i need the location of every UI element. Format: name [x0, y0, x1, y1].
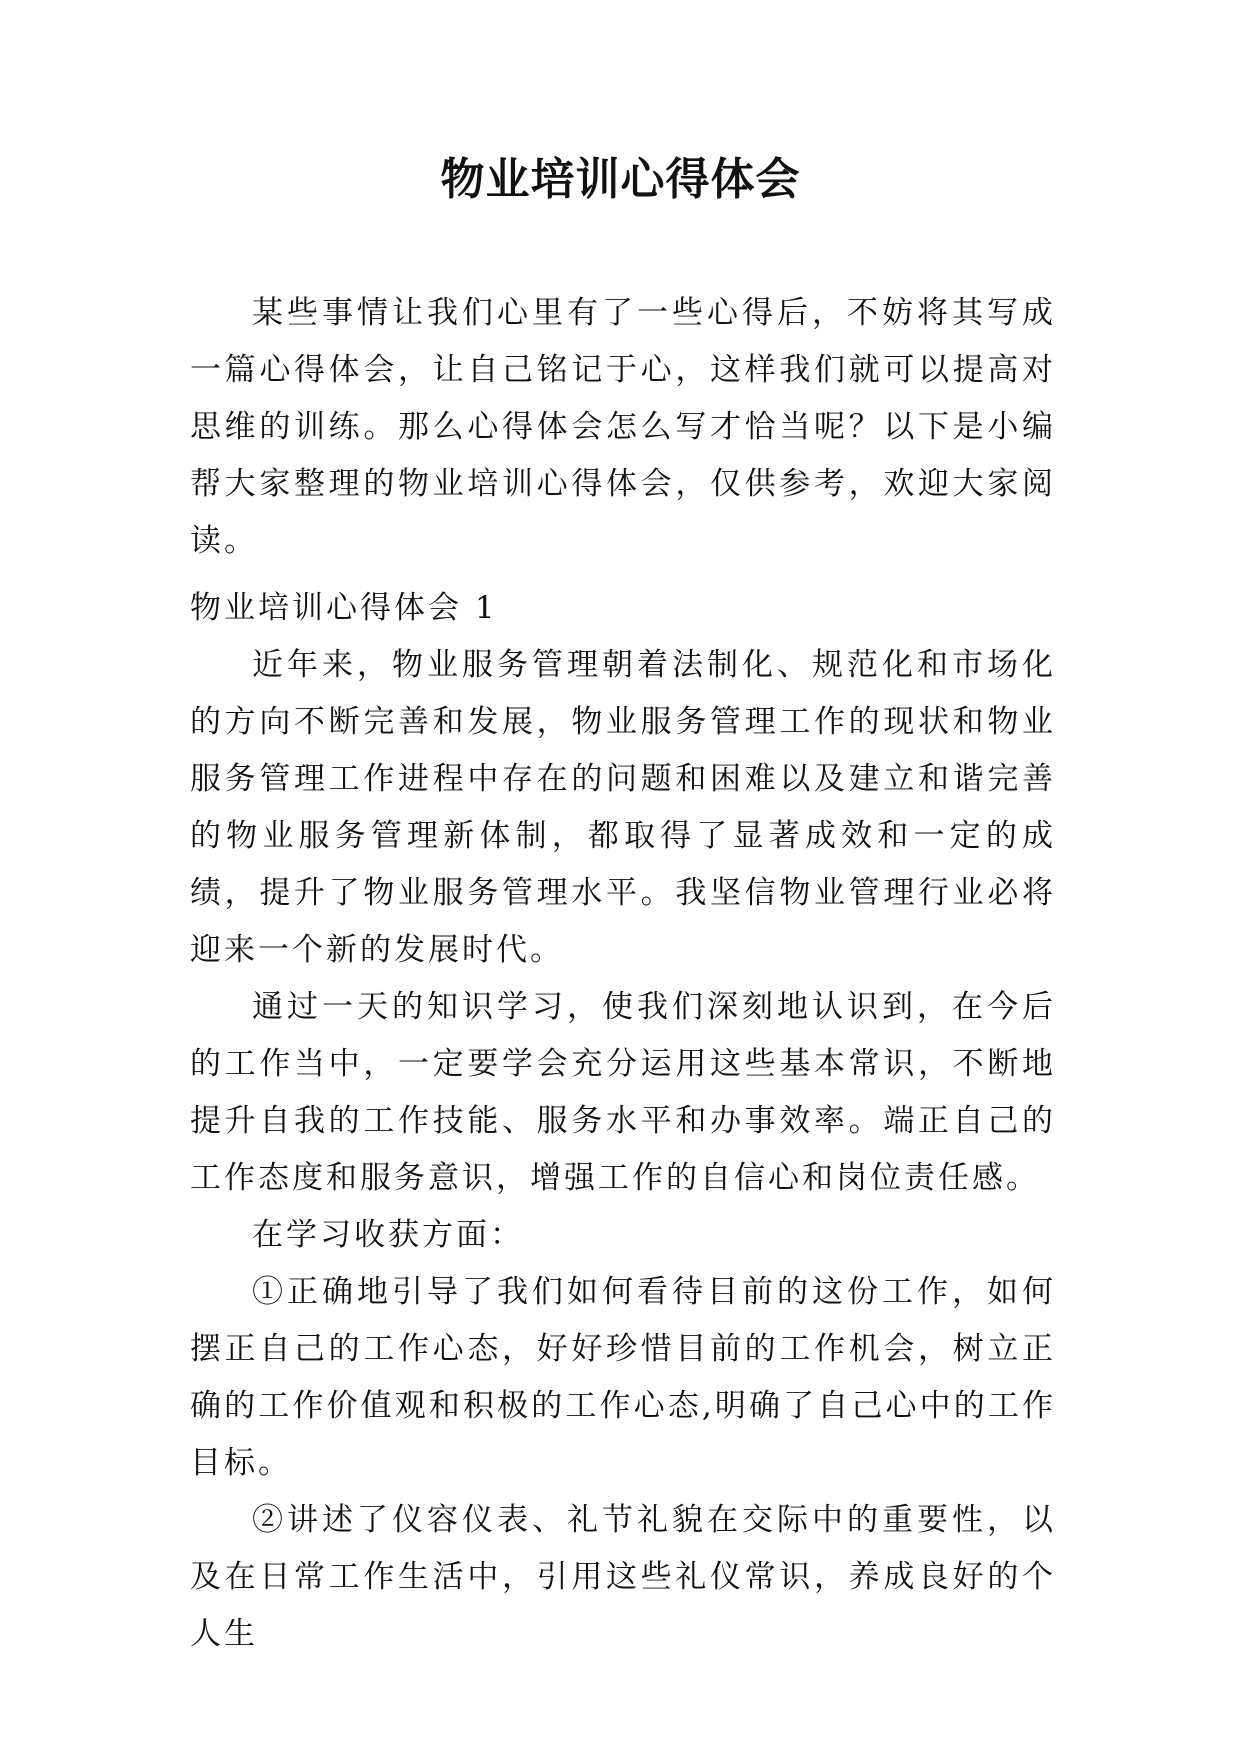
section-1	[190, 580, 1056, 1663]
body-paragraph-2: 通过一天的知识学习，使我们深刻地认识到，在今后的工作当中，一定要学会充分运用这些基本常识，不断地提升自我的工作技能、服务水平和办事效率。端正自己的工作态度和服务意识，增强工作的自信心和岗位责任感。	[190, 989, 1056, 1196]
body-paragraph-3: 在学习收获方面：	[252, 1217, 524, 1253]
body-paragraph-5: ②讲述了仪容仪表、礼节礼貌在交际中的重要性，以及在日常工作生活中，引用这些礼仪常识，养成良好的个人生	[190, 1502, 1056, 1652]
section-heading: 物业培训心得体会 1	[190, 590, 498, 626]
document-title: 物业培训心得体会	[440, 154, 801, 205]
body-paragraph-4: ①正确地引导了我们如何看待目前的这份工作，如何摆正自己的工作心态，好好珍惜目前的工作机会，树立正确的工作价值观和积极的工作心态,明确了自己心中的工作目标。	[190, 1274, 1056, 1481]
intro-paragraph: 某些事情让我们心里有了一些心得后，不妨将其写成一篇心得体会，让自己铭记于心，这样我们就可以提高对思维的训练。那么心得体会怎么写才恰当呢？以下是小编帮大家整理的物业培训心得体会，仅供参考，欢迎大家阅读。	[190, 295, 1056, 559]
body-paragraph-1: 近年来，物业服务管理朝着法制化、规范化和市场化的方向不断完善和发展，物业服务管理工作的现状和物业服务管理工作进程中存在的问题和困难以及建立和谐完善的物业服务管理新体制，都取得了显著成效和一定的成绩，提升了物业服务管理水平。我坚信物业管理行业必将迎来一个新的发展时代。	[190, 647, 1056, 968]
intro-block	[190, 285, 1056, 570]
